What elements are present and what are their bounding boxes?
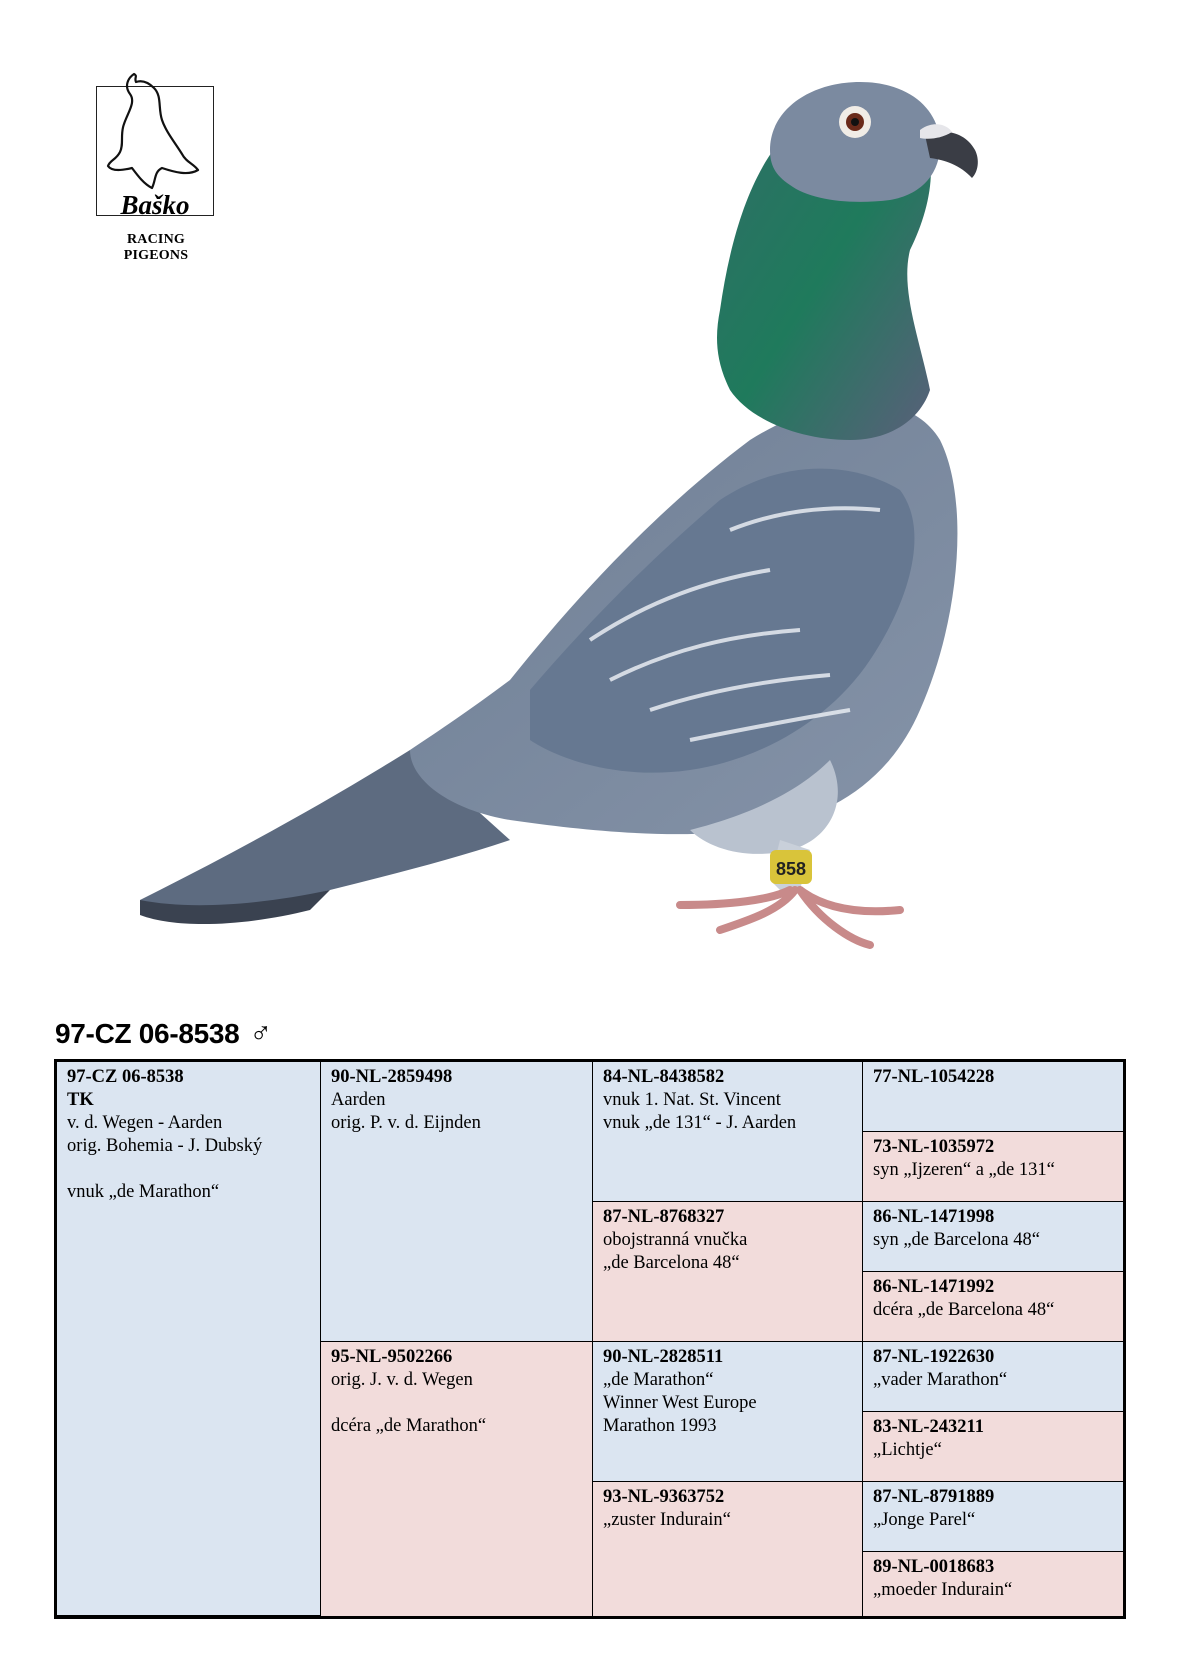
pedigree-great-grandparent [863,1412,1123,1482]
subject-line: v. d. Wegen - Aarden [67,1113,223,1133]
great-grandparent-line: syn „Ijzeren“ a „de 131“ [873,1160,1055,1180]
pedigree-great-grandparent [863,1062,1123,1132]
page-title [55,1017,272,1051]
subject-line: TK [67,1090,94,1110]
pedigree-great-grandparent [863,1132,1123,1202]
pedigree-subject [57,1062,321,1616]
grandparent-line: obojstranná vnučka [603,1230,748,1250]
pedigree-grandparent [593,1202,863,1342]
pedigree-dam [321,1342,593,1616]
dam-line: dcéra „de Marathon“ [331,1416,487,1436]
brand-name: Baško [120,190,190,220]
grandparent-line: „de Barcelona 48“ [603,1253,740,1273]
grandparent-line: vnuk 1. Nat. St. Vincent [603,1090,781,1110]
subject-line: vnuk „de Marathon“ [67,1182,220,1202]
grandparent-line: „de Marathon“ [603,1370,714,1390]
brand-tagline: RACING PIGEONS [123,232,189,263]
great-grandparent-ring: 86-NL-1471998 [873,1207,995,1227]
pedigree-grandparent [593,1342,863,1482]
great-grandparent-ring: 73-NL-1035972 [873,1137,995,1157]
leg-ring-text: 858 [776,859,807,879]
subject-line: orig. Bohemia - J. Dubský [67,1136,263,1156]
great-grandparent-ring: 86-NL-1471992 [873,1277,995,1297]
pedigree-grandparent [593,1482,863,1616]
grandparent-ring: 84-NL-8438582 [603,1067,725,1087]
title-ring: 97-CZ 06-8538 [55,1018,240,1049]
dam-line: orig. J. v. d. Wegen [331,1370,473,1390]
great-grandparent-line: „vader Marathon“ [873,1370,1008,1390]
grandparent-ring: 90-NL-2828511 [603,1347,724,1367]
dam-ring: 95-NL-9502266 [331,1347,453,1367]
pedigree-great-grandparent [863,1552,1123,1616]
grandparent-line: vnuk „de 131“ - J. Aarden [603,1113,797,1133]
grandparent-ring: 87-NL-8768327 [603,1207,725,1227]
sire-ring: 90-NL-2859498 [331,1067,453,1087]
pedigree-sire [321,1062,593,1342]
great-grandparent-line: syn „de Barcelona 48“ [873,1230,1040,1250]
great-grandparent-line: „Jonge Parel“ [873,1510,976,1530]
grandparent-ring: 93-NL-9363752 [603,1487,725,1507]
sire-line: Aarden [331,1090,386,1110]
great-grandparent-ring: 77-NL-1054228 [873,1067,995,1087]
pedigree-grandparent [593,1062,863,1202]
subject-ring: 97-CZ 06-8538 [67,1067,184,1087]
great-grandparent-ring: 89-NL-0018683 [873,1557,995,1577]
grandparent-line: Winner West Europe [603,1393,757,1413]
great-grandparent-ring: 83-NL-243211 [873,1417,984,1437]
great-grandparent-line: „Lichtje“ [873,1440,942,1460]
grandparent-line: „zuster Indurain“ [603,1510,731,1530]
great-grandparent-ring: 87-NL-8791889 [873,1487,995,1507]
pedigree-table [54,1059,1126,1619]
pedigree-great-grandparent [863,1272,1123,1342]
pedigree-great-grandparent [863,1202,1123,1272]
pigeon-photo [130,60,1030,1010]
male-symbol-icon: ♂ [249,1017,272,1050]
dam-line [331,1392,582,1415]
subject-line [67,1158,310,1181]
grandparent-line: Marathon 1993 [603,1416,717,1436]
great-grandparent-ring: 87-NL-1922630 [873,1347,995,1367]
great-grandparent-line: „moeder Indurain“ [873,1580,1013,1600]
pedigree-great-grandparent [863,1482,1123,1552]
pedigree-great-grandparent [863,1342,1123,1412]
sire-line: orig. P. v. d. Eijnden [331,1113,481,1133]
great-grandparent-line: dcéra „de Barcelona 48“ [873,1300,1055,1320]
